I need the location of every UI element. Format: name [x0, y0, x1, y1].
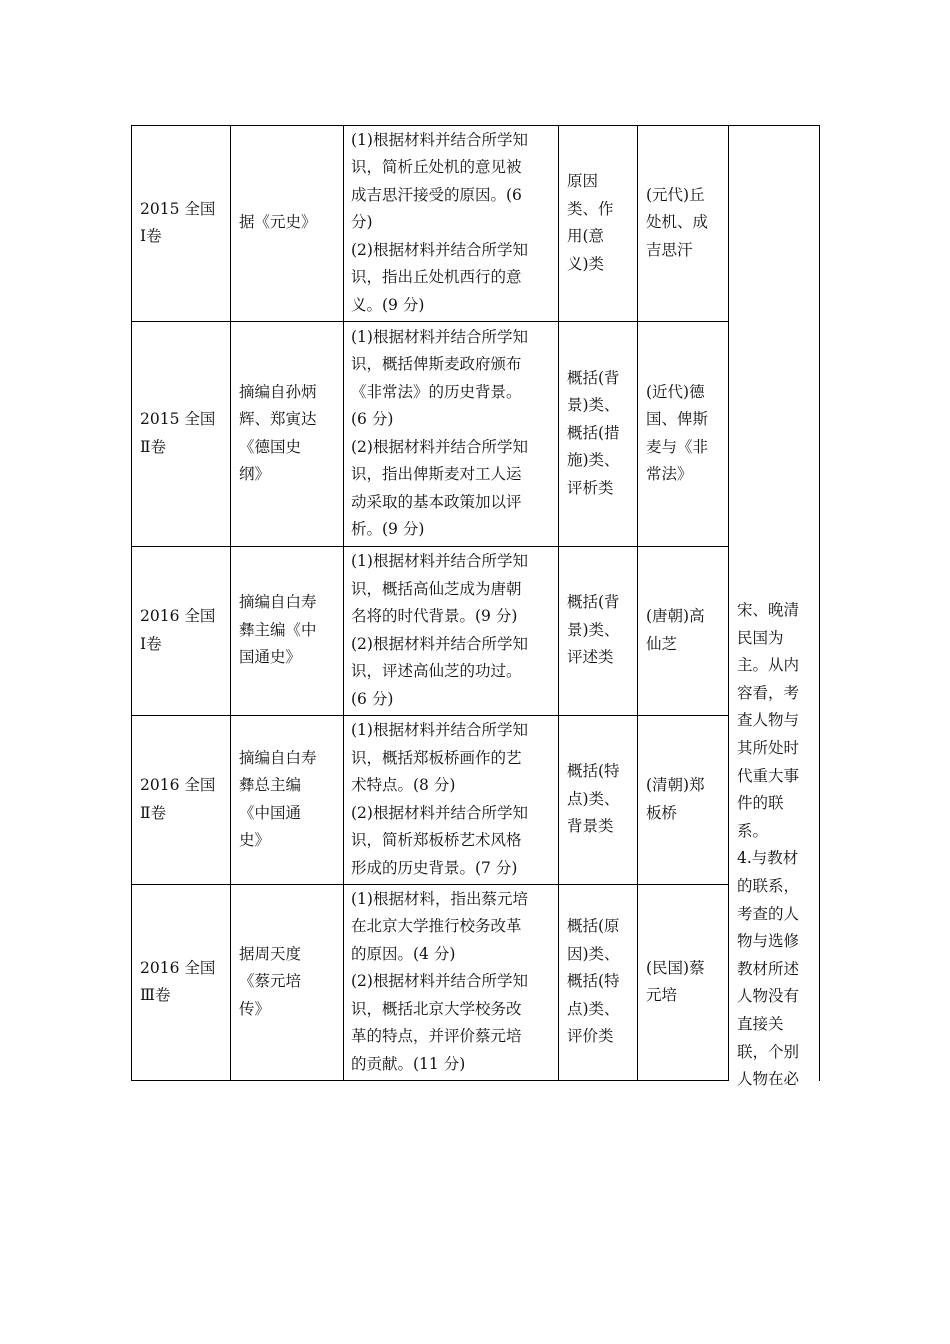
cell-line: 2016 全国	[140, 776, 216, 794]
table-border	[637, 125, 638, 1081]
cell-line: (近代)德	[646, 382, 705, 401]
source-cell	[239, 125, 340, 321]
figures-cell	[646, 125, 725, 321]
cell-line: 《中国通	[239, 803, 302, 822]
cell-line: 原因	[567, 172, 599, 190]
exam-cell	[140, 546, 227, 715]
exam-cell	[140, 715, 227, 884]
notes-cell	[737, 597, 818, 1094]
cell-line: 摘编自白寿	[239, 748, 317, 767]
cell-line: (1)根据材料并结合所学知	[351, 552, 528, 570]
cell-line: 识，概括郑板桥画作的艺	[351, 748, 522, 767]
table-border	[131, 884, 729, 885]
cell-line: 名将的时代背景。(9 分)	[351, 607, 518, 625]
questions-cell	[351, 715, 554, 884]
cell-line: 义)类	[567, 254, 605, 273]
cell-line: 识，指出丘处机西行的意	[351, 268, 522, 287]
cell-line: 景)类、	[567, 396, 620, 415]
notes-line: 系。	[737, 821, 769, 840]
cell-line: 革的特点，并评价蔡元培	[351, 1027, 522, 1046]
cell-line: 据《元史》	[239, 213, 317, 232]
cell-line: Ⅰ卷	[140, 634, 162, 653]
cell-line: 评价类	[567, 1027, 614, 1046]
cell-line: 评述类	[567, 648, 614, 667]
cell-line: 评析类	[567, 478, 614, 497]
table-border	[131, 125, 132, 1081]
cell-line: (2)根据材料并结合所学知	[351, 972, 528, 991]
table-border	[558, 125, 559, 1081]
cell-line: (6 分)	[351, 410, 394, 428]
cell-line: 识，简析丘处机的意见被	[351, 158, 522, 177]
notes-line: 人物在必	[737, 1070, 800, 1089]
cell-line: 识，概括北京大学校务改	[351, 999, 522, 1018]
types-cell	[567, 715, 634, 884]
cell-line: (2)根据材料并结合所学知	[351, 634, 528, 653]
notes-line: 物与选修	[737, 932, 800, 951]
cell-line: (2)根据材料并结合所学知	[351, 437, 528, 456]
cell-line: 概括(特	[567, 972, 620, 991]
cell-line: (1)根据材料并结合所学知	[351, 327, 528, 346]
cell-line: 2016 全国	[140, 958, 216, 977]
cell-line: 史》	[239, 831, 271, 849]
types-cell	[567, 125, 634, 321]
cell-line: 类、作	[567, 199, 614, 218]
cell-line: 《非常法》的历史背景。	[351, 382, 522, 401]
notes-line: 代重大事	[737, 766, 800, 785]
cell-line: 概括(背	[567, 368, 620, 387]
cell-line: (1)根据材料并结合所学知	[351, 721, 528, 739]
notes-line: 查人物与	[737, 711, 800, 730]
cell-line: 用(意	[567, 227, 605, 245]
cell-line: 识，评述高仙芝的功过。	[351, 662, 522, 680]
figures-cell	[646, 546, 725, 715]
cell-line: 景)类、	[567, 620, 620, 639]
questions-cell	[351, 321, 554, 546]
notes-line: 其所处时	[737, 738, 800, 757]
cell-line: 概括(原	[567, 917, 620, 936]
cell-line: 的贡献。(11 分)	[351, 1054, 466, 1073]
cell-line: (1)根据材料并结合所学知	[351, 130, 528, 149]
table-border	[230, 125, 231, 1081]
cell-line: 国、俾斯	[646, 410, 709, 428]
cell-line: 彝主编《中	[239, 620, 317, 639]
figures-cell	[646, 321, 725, 546]
cell-line: 点)类、	[567, 999, 620, 1018]
notes-line: 的联系，	[737, 876, 800, 895]
notes-line: 人物没有	[737, 987, 800, 1006]
exam-cell	[140, 321, 227, 546]
cell-line: (6 分)	[351, 689, 394, 708]
cell-line: 识，概括俾斯麦政府颁布	[351, 355, 522, 373]
cell-line: 概括(措	[567, 423, 620, 442]
cell-line: Ⅱ卷	[140, 437, 167, 456]
cell-line: 识，指出俾斯麦对工人运	[351, 465, 522, 483]
cell-line: 义。(9 分)	[351, 295, 425, 314]
cell-line: 辉、郑寅达	[239, 410, 317, 428]
cell-line: 传》	[239, 999, 271, 1018]
questions-cell	[351, 125, 554, 321]
cell-line: 元培	[646, 986, 678, 1004]
cell-line: 常法》	[646, 465, 693, 483]
table-border	[819, 125, 820, 1081]
notes-line: 主。从内	[737, 656, 800, 675]
table-border	[131, 715, 729, 716]
notes-line: 4.与教材	[737, 849, 799, 868]
cell-line: 仙芝	[646, 634, 678, 653]
cell-line: (1)根据材料，指出蔡元培	[351, 889, 528, 908]
cell-line: 识，概括高仙芝成为唐朝	[351, 579, 522, 598]
cell-line: 《德国史	[239, 437, 302, 456]
cell-line: 2015 全国	[140, 199, 216, 218]
notes-line: 直接关	[737, 1014, 784, 1033]
exam-cell	[140, 884, 227, 1080]
cell-line: Ⅲ卷	[140, 986, 171, 1004]
figures-cell	[646, 884, 725, 1080]
cell-line: 处机、成	[646, 213, 709, 232]
cell-line: 彝总主编	[239, 776, 302, 794]
cell-line: (民国)蔡	[646, 958, 705, 977]
notes-line: 联，个别	[737, 1042, 800, 1061]
cell-line: Ⅱ卷	[140, 803, 167, 822]
cell-line: 概括(背	[567, 593, 620, 612]
exam-cell	[140, 125, 227, 321]
cell-line: (2)根据材料并结合所学知	[351, 803, 528, 822]
cell-line: (元代)丘	[646, 185, 705, 204]
table-border	[131, 321, 729, 322]
questions-cell	[351, 546, 554, 715]
notes-line: 教材所述	[737, 959, 800, 978]
cell-line: 摘编自白寿	[239, 593, 317, 612]
cell-line: 点)类、	[567, 789, 620, 808]
cell-line: 分)	[351, 213, 373, 232]
source-cell	[239, 715, 340, 884]
cell-line: 麦与《非	[646, 437, 709, 456]
cell-line: 成吉思汗接受的原因。(6	[351, 185, 522, 204]
table-border	[131, 125, 820, 126]
source-cell	[239, 884, 340, 1080]
cell-line: 板桥	[646, 803, 678, 822]
types-cell	[567, 884, 634, 1080]
cell-line: 施)类、	[567, 451, 620, 470]
cell-line: 概括(特	[567, 762, 620, 781]
notes-line: 宋、晚清	[737, 601, 800, 619]
table-border	[728, 125, 729, 1081]
cell-line: 据周天度	[239, 944, 302, 963]
cell-line: 纲》	[239, 465, 271, 483]
cell-line: 《蔡元培	[239, 972, 302, 991]
questions-cell	[351, 884, 554, 1080]
cell-line: 析。(9 分)	[351, 520, 425, 538]
cell-line: (唐朝)高	[646, 607, 705, 625]
cell-line: 形成的历史背景。(7 分)	[351, 858, 518, 877]
notes-line: 件的联	[737, 794, 784, 813]
notes-line: 考查的人	[737, 904, 800, 923]
cell-line: 摘编自孙炳	[239, 382, 317, 401]
cell-line: 背景类	[567, 817, 614, 836]
notes-line: 容看，考	[737, 683, 800, 702]
table-border	[131, 546, 729, 547]
source-cell	[239, 321, 340, 546]
cell-line: 识，简析郑板桥艺术风格	[351, 831, 522, 849]
table-border	[131, 1080, 729, 1081]
cell-line: 动采取的基本政策加以评	[351, 492, 522, 511]
cell-line: (2)根据材料并结合所学知	[351, 240, 528, 259]
notes-line: 民国为	[737, 628, 784, 647]
table-border	[343, 125, 344, 1081]
source-cell	[239, 546, 340, 715]
cell-line: 2016 全国	[140, 607, 216, 625]
cell-line: 2015 全国	[140, 410, 216, 428]
cell-line: 吉思汗	[646, 240, 693, 259]
cell-line: 的原因。(4 分)	[351, 944, 456, 963]
cell-line: 术特点。(8 分)	[351, 776, 456, 794]
cell-line: 因)类、	[567, 944, 620, 963]
types-cell	[567, 321, 634, 546]
figures-cell	[646, 715, 725, 884]
cell-line: Ⅰ卷	[140, 227, 162, 245]
types-cell	[567, 546, 634, 715]
cell-line: (清朝)郑	[646, 776, 705, 794]
cell-line: 在北京大学推行校务改革	[351, 917, 522, 936]
cell-line: 国通史》	[239, 648, 302, 667]
